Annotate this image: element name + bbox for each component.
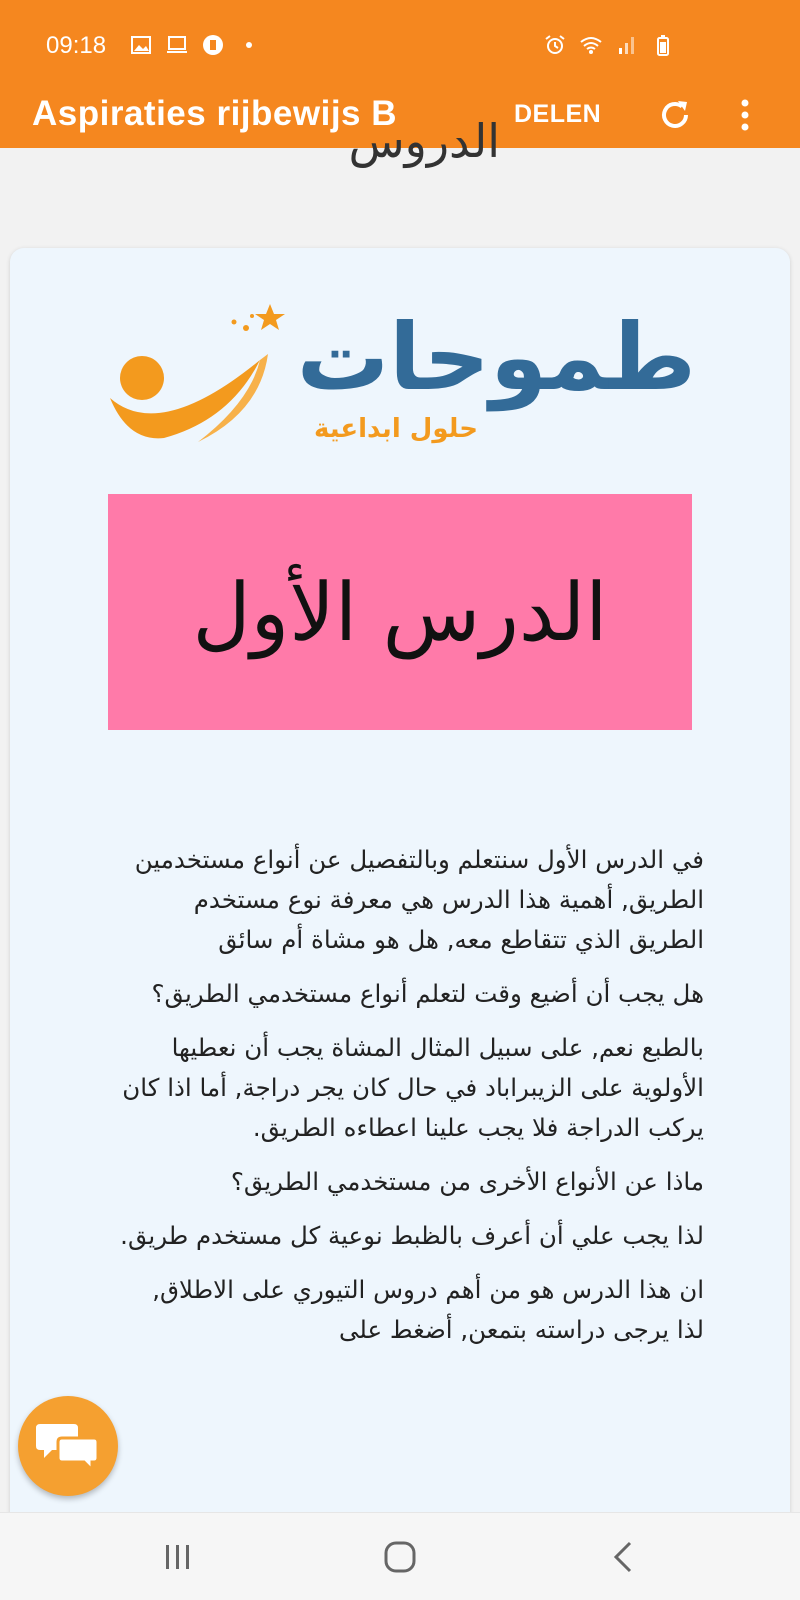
- brand-logo: [110, 302, 710, 472]
- paragraph: بالطبع نعم, على سبيل المثال المشاة يجب أن نعطيها الأولوية على الزيبراباد في حال كان يجر دراجة, أما اذا كان يركب الدراجة فلا يجب علينا اعطاءه الطريق.: [122, 1033, 704, 1142]
- back-icon[interactable]: [606, 1539, 642, 1575]
- signal-icon: [616, 34, 638, 56]
- alarm-icon: [544, 34, 566, 56]
- app-notification-icon: [202, 34, 224, 56]
- lesson-banner: [108, 494, 692, 730]
- wifi-icon: [580, 34, 602, 56]
- paragraph: في الدرس الأول سنتعلم وبالتفصيل عن أنواع مستخدمين الطريق, أهمية هذا الدرس هي معرفة نوع مستخدم الطريق الذي تتقاطع معه, هل هو مشاة أم سائق: [134, 845, 704, 954]
- lesson-body: [118, 840, 704, 1364]
- paragraph: ماذا عن الأنواع الأخرى من مستخدمي الطريق؟: [230, 1167, 704, 1196]
- battery-icon: [652, 34, 674, 56]
- brand-tagline: حلول ابداعية: [313, 414, 478, 444]
- paragraph: هل يجب أن أضيع وقت لتعلم أنواع مستخدمي الطريق؟: [151, 979, 704, 1008]
- chat-bubbles-icon: [36, 1418, 100, 1474]
- paragraph: ان هذا الدرس هو من أهم دروس التيوري على الاطلاق, لذا يرجى دراسته بتمعن, أضغط على: [152, 1275, 704, 1344]
- recents-icon[interactable]: [160, 1539, 196, 1575]
- section-heading: الدروس: [348, 114, 500, 168]
- logo-swoosh-icon: [110, 302, 300, 472]
- paragraph: لذا يجب علي أن أعرف بالظبط نوعية كل مستخدم طريق.: [120, 1221, 704, 1250]
- lesson-card: [10, 248, 790, 1548]
- brand-name: طموحات: [296, 304, 696, 411]
- status-time: 09:18: [46, 32, 107, 59]
- app-title: Aspiraties rijbewijs B: [32, 94, 398, 133]
- chat-button[interactable]: [18, 1396, 118, 1496]
- refresh-icon[interactable]: [656, 96, 694, 134]
- share-button[interactable]: DELEN: [514, 100, 602, 128]
- dot-icon: [238, 34, 260, 56]
- more-vert-icon[interactable]: [738, 96, 752, 134]
- cast-icon: [166, 34, 188, 56]
- system-nav-bar: [0, 1512, 800, 1600]
- status-right-icons: [544, 34, 674, 56]
- status-bar: [0, 0, 800, 90]
- lesson-title: الدرس الأول: [192, 565, 608, 659]
- home-icon[interactable]: [382, 1539, 418, 1575]
- gallery-icon: [130, 34, 152, 56]
- status-left-icons: [130, 34, 260, 56]
